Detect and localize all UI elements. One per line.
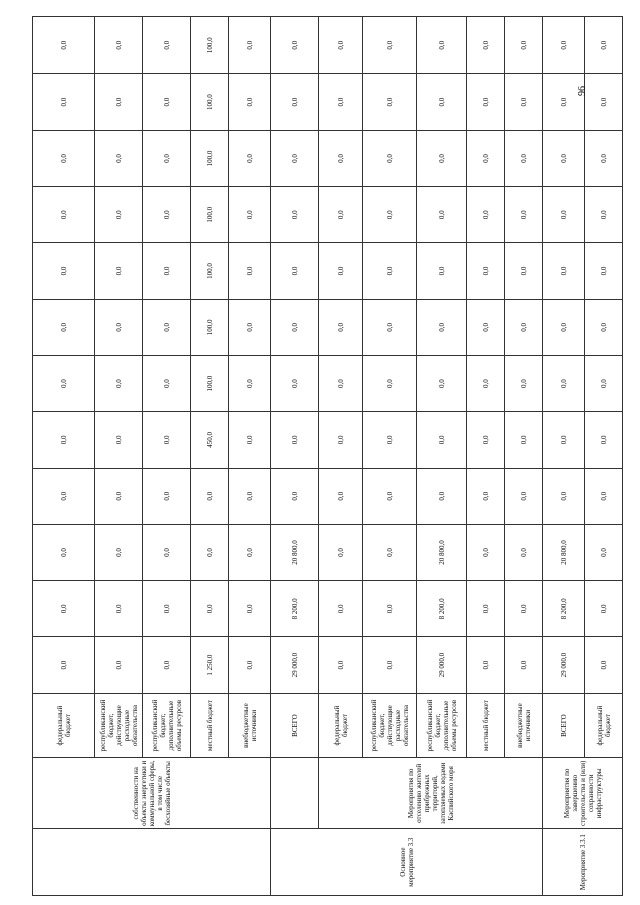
value-cell: 100,0 [191, 74, 229, 130]
value-cell: 0,0 [33, 355, 95, 411]
value-cell: 0,0 [505, 468, 543, 524]
funding-source-cell: ВСЕГО [271, 693, 319, 758]
value-cell: 0,0 [33, 243, 95, 299]
value-cell: 0,0 [467, 524, 505, 580]
funding-source-cell: ВСЕГО [543, 693, 585, 758]
value-cell: 0,0 [95, 524, 143, 580]
value-cell: 0,0 [95, 17, 143, 74]
value-cell: 0,0 [417, 130, 467, 186]
value-cell: 0,0 [505, 412, 543, 468]
value-cell: 0,0 [191, 468, 229, 524]
value-cell: 0,0 [363, 17, 417, 74]
value-cell: 0,0 [229, 74, 271, 130]
value-cell: 0,0 [467, 243, 505, 299]
event-code-cell [33, 829, 271, 896]
value-cell: 0,0 [543, 243, 585, 299]
value-cell: 0,0 [33, 468, 95, 524]
table-row [33, 17, 95, 896]
value-cell: 0,0 [585, 524, 623, 580]
value-cell: 0,0 [467, 74, 505, 130]
value-cell: 0,0 [319, 412, 363, 468]
value-cell: 0,0 [95, 412, 143, 468]
event-code-cell: Основное мероприятие 3.3 [271, 829, 543, 896]
value-cell: 20 800,0 [271, 524, 319, 580]
value-cell: 0,0 [95, 581, 143, 637]
value-cell: 0,0 [585, 299, 623, 355]
value-cell: 450,0 [191, 412, 229, 468]
value-cell: 0,0 [271, 243, 319, 299]
value-cell: 0,0 [543, 187, 585, 243]
value-cell: 0,0 [33, 524, 95, 580]
value-cell: 0,0 [229, 524, 271, 580]
value-cell: 0,0 [229, 581, 271, 637]
value-cell: 0,0 [33, 299, 95, 355]
value-cell: 0,0 [467, 581, 505, 637]
value-cell: 0,0 [319, 17, 363, 74]
event-name-cell: Мероприятия по отселению жителей прибрежных территорий, затопляемых водами Каспийского моря [319, 758, 543, 829]
event-name-cell: Мероприятия по завершению строительства и (или) сохранности инфраструктуры [543, 758, 623, 829]
value-cell: 0,0 [543, 412, 585, 468]
value-cell: 8 200,0 [543, 581, 585, 637]
value-cell: 0,0 [33, 187, 95, 243]
value-cell: 0,0 [363, 412, 417, 468]
value-cell: 0,0 [585, 468, 623, 524]
value-cell: 100,0 [191, 17, 229, 74]
value-cell: 0,0 [95, 355, 143, 411]
value-cell: 0,0 [319, 355, 363, 411]
funding-source-cell: республиканский бюджет, действующие расходные обязательства [363, 693, 417, 758]
value-cell: 0,0 [319, 637, 363, 693]
value-cell: 0,0 [33, 412, 95, 468]
value-cell: 0,0 [505, 524, 543, 580]
funding-source-cell: республиканский бюджет, дополнительные объемы ресурсов [143, 693, 191, 758]
value-cell: 100,0 [191, 243, 229, 299]
funding-source-cell: республиканский бюджет, действующие расходные обязательства [95, 693, 143, 758]
value-cell: 0,0 [95, 637, 143, 693]
value-cell: 0,0 [319, 130, 363, 186]
value-cell: 0,0 [467, 637, 505, 693]
value-cell: 0,0 [363, 243, 417, 299]
value-cell: 0,0 [363, 299, 417, 355]
value-cell: 0,0 [505, 187, 543, 243]
value-cell: 0,0 [229, 355, 271, 411]
value-cell: 0,0 [585, 412, 623, 468]
value-cell: 0,0 [363, 74, 417, 130]
value-cell: 0,0 [33, 581, 95, 637]
value-cell: 0,0 [95, 74, 143, 130]
value-cell: 20 800,0 [417, 524, 467, 580]
value-cell: 0,0 [271, 355, 319, 411]
value-cell: 1 250,0 [191, 637, 229, 693]
funding-source-cell: внебюджетные источники [505, 693, 543, 758]
value-cell: 0,0 [33, 130, 95, 186]
value-cell: 0,0 [363, 355, 417, 411]
value-cell: 0,0 [143, 17, 191, 74]
value-cell: 0,0 [505, 17, 543, 74]
financing-table [32, 16, 623, 896]
value-cell: 0,0 [229, 187, 271, 243]
value-cell: 0,0 [271, 74, 319, 130]
page-number: 96 [577, 86, 588, 96]
value-cell: 100,0 [191, 355, 229, 411]
value-cell: 0,0 [271, 412, 319, 468]
value-cell: 0,0 [143, 243, 191, 299]
value-cell: 0,0 [363, 524, 417, 580]
event-code-cell: Мероприятие 3.3.1 [543, 829, 623, 896]
value-cell: 0,0 [363, 468, 417, 524]
value-cell: 29 000,0 [543, 637, 585, 693]
funding-source-cell: федеральный бюджет [585, 693, 623, 758]
value-cell: 0,0 [417, 299, 467, 355]
value-cell: 0,0 [467, 468, 505, 524]
funding-source-cell: федеральный бюджет [319, 693, 363, 758]
value-cell: 0,0 [95, 130, 143, 186]
value-cell: 0,0 [417, 74, 467, 130]
table-row [271, 17, 319, 896]
value-cell: 0,0 [417, 243, 467, 299]
funding-source-cell: внебюджетные источники [229, 693, 271, 758]
value-cell: 0,0 [505, 130, 543, 186]
value-cell: 0,0 [585, 355, 623, 411]
value-cell: 0,0 [543, 299, 585, 355]
funding-source-cell: местный бюджет [191, 693, 229, 758]
value-cell: 0,0 [229, 637, 271, 693]
value-cell: 0,0 [467, 130, 505, 186]
value-cell: 0,0 [229, 243, 271, 299]
value-cell: 0,0 [363, 637, 417, 693]
value-cell: 0,0 [143, 524, 191, 580]
value-cell: 0,0 [467, 355, 505, 411]
value-cell: 0,0 [143, 581, 191, 637]
value-cell: 0,0 [363, 187, 417, 243]
table-row [319, 17, 363, 896]
value-cell: 0,0 [143, 299, 191, 355]
value-cell: 0,0 [95, 243, 143, 299]
value-cell: 0,0 [33, 74, 95, 130]
value-cell: 0,0 [271, 187, 319, 243]
funding-source-cell: республиканский бюджет, дополнительные объемы ресурсов [417, 693, 467, 758]
value-cell: 100,0 [191, 299, 229, 355]
value-cell: 0,0 [585, 17, 623, 74]
value-cell: 8 200,0 [271, 581, 319, 637]
value-cell: 0,0 [585, 581, 623, 637]
value-cell: 0,0 [319, 187, 363, 243]
value-cell: 0,0 [319, 468, 363, 524]
value-cell: 0,0 [505, 637, 543, 693]
value-cell: 0,0 [229, 17, 271, 74]
value-cell: 0,0 [505, 355, 543, 411]
value-cell: 0,0 [543, 17, 585, 74]
value-cell: 0,0 [505, 243, 543, 299]
value-cell: 0,0 [505, 74, 543, 130]
value-cell: 0,0 [33, 17, 95, 74]
value-cell: 0,0 [467, 187, 505, 243]
value-cell: 0,0 [363, 130, 417, 186]
value-cell: 0,0 [271, 130, 319, 186]
value-cell: 100,0 [191, 130, 229, 186]
value-cell: 0,0 [143, 187, 191, 243]
value-cell: 0,0 [319, 581, 363, 637]
value-cell: 0,0 [229, 468, 271, 524]
value-cell: 0,0 [417, 412, 467, 468]
funding-source-cell: местный бюджет [467, 693, 505, 758]
value-cell: 0,0 [319, 299, 363, 355]
value-cell: 0,0 [467, 299, 505, 355]
value-cell: 0,0 [417, 17, 467, 74]
value-cell: 0,0 [95, 299, 143, 355]
value-cell: 0,0 [191, 581, 229, 637]
value-cell: 0,0 [319, 74, 363, 130]
value-cell: 0,0 [363, 581, 417, 637]
value-cell: 0,0 [319, 524, 363, 580]
table-row [543, 17, 585, 896]
value-cell: 0,0 [143, 468, 191, 524]
rotated-page [32, 16, 622, 896]
value-cell: 0,0 [271, 17, 319, 74]
event-name-cell: собственности на объекты энергетики и коммунальной сферы, в том числе бесхозяйные объекты [33, 758, 271, 829]
value-cell: 0,0 [143, 355, 191, 411]
value-cell: 0,0 [319, 243, 363, 299]
value-cell: 0,0 [229, 412, 271, 468]
value-cell: 0,0 [271, 299, 319, 355]
event-name-cell [271, 758, 319, 829]
value-cell: 0,0 [33, 637, 95, 693]
value-cell: 0,0 [417, 187, 467, 243]
table-body [33, 17, 623, 896]
value-cell: 0,0 [467, 412, 505, 468]
value-cell: 100,0 [191, 187, 229, 243]
value-cell: 0,0 [229, 299, 271, 355]
value-cell: 0,0 [543, 74, 585, 130]
value-cell: 0,0 [417, 355, 467, 411]
value-cell: 0,0 [143, 130, 191, 186]
value-cell: 20 800,0 [543, 524, 585, 580]
value-cell: 0,0 [143, 412, 191, 468]
value-cell: 0,0 [585, 243, 623, 299]
value-cell: 0,0 [271, 468, 319, 524]
value-cell: 0,0 [505, 581, 543, 637]
value-cell: 0,0 [95, 468, 143, 524]
value-cell: 0,0 [229, 130, 271, 186]
value-cell: 8 200,0 [417, 581, 467, 637]
value-cell: 29 000,0 [271, 637, 319, 693]
value-cell: 0,0 [543, 355, 585, 411]
value-cell: 0,0 [585, 74, 623, 130]
value-cell: 0,0 [95, 187, 143, 243]
funding-source-cell: федеральный бюджет [33, 693, 95, 758]
value-cell: 0,0 [585, 637, 623, 693]
value-cell: 0,0 [143, 637, 191, 693]
value-cell: 0,0 [143, 74, 191, 130]
value-cell: 0,0 [585, 130, 623, 186]
value-cell: 0,0 [543, 130, 585, 186]
value-cell: 0,0 [543, 468, 585, 524]
value-cell: 0,0 [191, 524, 229, 580]
value-cell: 29 000,0 [417, 637, 467, 693]
value-cell: 0,0 [585, 187, 623, 243]
value-cell: 0,0 [505, 299, 543, 355]
value-cell: 0,0 [417, 468, 467, 524]
value-cell: 0,0 [467, 17, 505, 74]
